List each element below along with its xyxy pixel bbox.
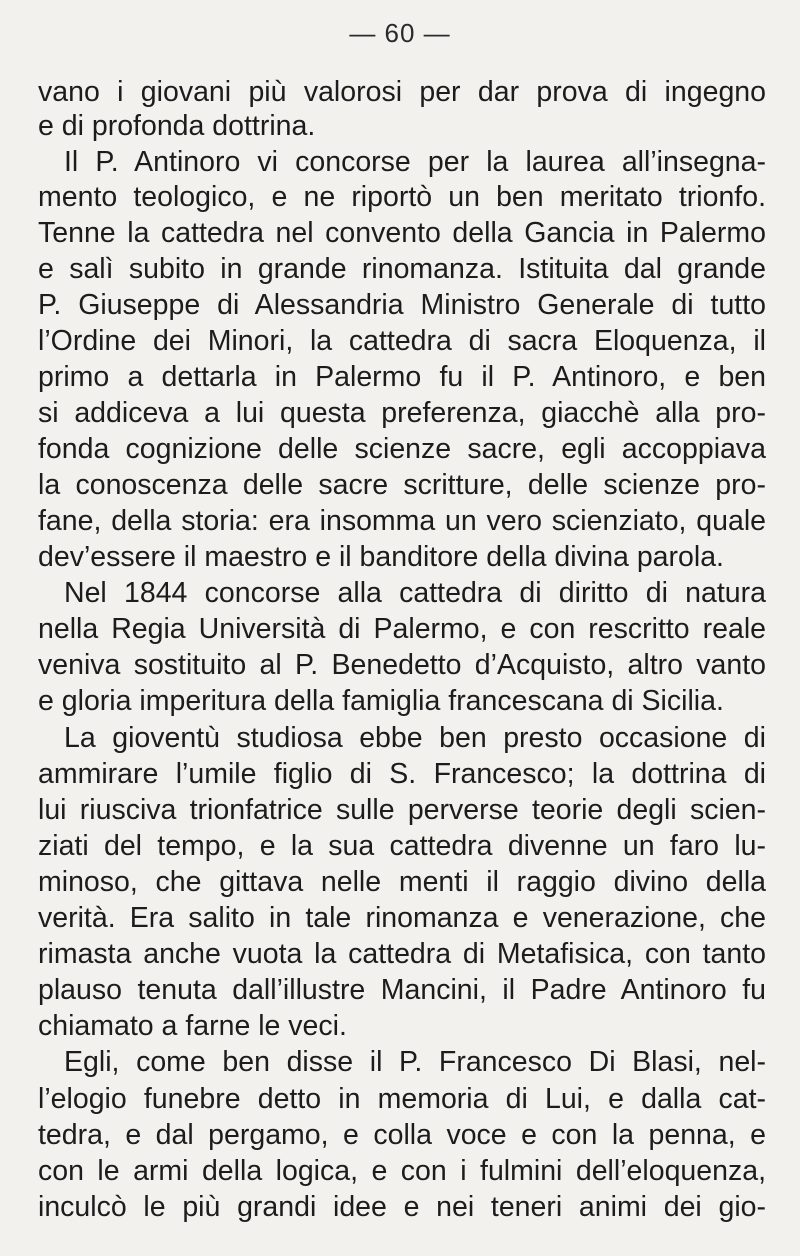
text-line: fonda cognizione delle scienze sacre, egli accoppiava <box>38 433 766 465</box>
text-line: vano i giovani più valorosi per dar prova di ingegno <box>38 76 766 108</box>
text-line: plauso tenuta dall’illustre Mancini, il Padre Antinoro fu <box>38 974 766 1006</box>
text-line: nella Regia Università di Palermo, e con rescritto reale <box>38 613 766 645</box>
text-line: l’Ordine dei Minori, la cattedra di sacra Eloquenza, il <box>38 325 766 357</box>
text-line: e gloria imperitura della famiglia francescana di Sicilia. <box>38 685 724 717</box>
text-line: chiamato a farne le veci. <box>38 1010 347 1042</box>
text-line: dev’essere il maestro e il banditore della divina parola. <box>38 541 724 573</box>
text-line: e di profonda dottrina. <box>38 110 316 142</box>
page-number: — 60 — <box>349 18 451 48</box>
paragraph-first-line: Il P. Antinoro vi concorse per la laurea all’insegna- <box>64 146 766 178</box>
text-line: inculcò le più grandi idee e nei teneri animi dei gio- <box>38 1191 766 1223</box>
text-line: Tenne la cattedra nel convento della Gancia in Palermo <box>38 217 766 249</box>
text-line: mento teologico, e ne riportò un ben meritato trionfo. <box>38 181 766 213</box>
paragraph-first-line: Nel 1844 concorse alla cattedra di diritto di natura <box>64 577 766 609</box>
text-line: rimasta anche vuota la cattedra di Metafisica, con tanto <box>38 938 766 970</box>
text-line: la conoscenza delle sacre scritture, delle scienze pro- <box>38 469 766 501</box>
text-line: tedra, e dal pergamo, e colla voce e con la penna, e <box>38 1119 766 1151</box>
text-line: con le armi della logica, e con i fulmini dell’eloquenza, <box>38 1155 766 1187</box>
text-line: lui riusciva trionfatrice sulle perverse teorie degli scien- <box>38 794 766 826</box>
text-line: fane, della storia: era insomma un vero scienziato, quale <box>38 505 766 537</box>
text-line: ammirare l’umile figlio di S. Francesco; la dottrina di <box>38 758 766 790</box>
paragraph-first-line: Egli, come ben disse il P. Francesco Di Blasi, nel- <box>64 1046 766 1078</box>
text-line: ziati del tempo, e la sua cattedra divenne un faro lu- <box>38 830 766 862</box>
text-line: P. Giuseppe di Alessandria Ministro Generale di tutto <box>38 289 766 321</box>
text-line: l’elogio funebre detto in memoria di Lui, e dalla cat- <box>38 1083 766 1115</box>
text-line: e salì subito in grande rinomanza. Istituita dal grande <box>38 253 766 285</box>
text-line: veniva sostituito al P. Benedetto d’Acquisto, altro vanto <box>38 649 766 681</box>
text-line: primo a dettarla in Palermo fu il P. Antinoro, e ben <box>38 361 766 393</box>
paragraph-first-line: La gioventù studiosa ebbe ben presto occasione di <box>64 722 766 754</box>
text-line: minoso, che gittava nelle menti il raggio divino della <box>38 866 766 898</box>
text-line: verità. Era salito in tale rinomanza e venerazione, che <box>38 902 766 934</box>
text-line: si addiceva a lui questa preferenza, giacchè alla pro- <box>38 397 766 429</box>
